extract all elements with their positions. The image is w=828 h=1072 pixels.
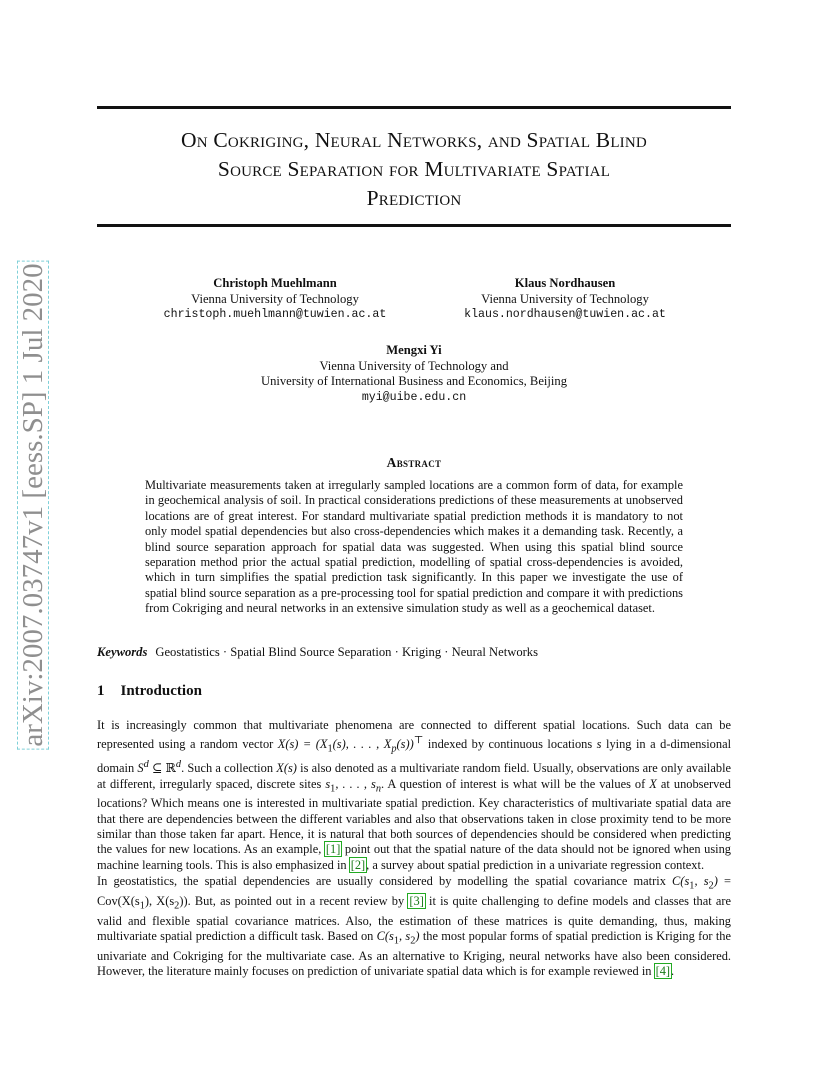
abstract-text: Multivariate measurements taken at irregularly sampled locations are a common form of data, for example in geochemical analysis of soil. In practical considerations predictions of these measurements at unobserved locations are of great interest. For standard multivariate spatial prediction methods it is mandatory to not only model spatial dependencies but also cross-dependencies which makes it a demanding task. Recently, a blind source separation approach for spatial data was suggested. When using this spatial blind source separation method prior the actual spatial prediction, modelling of spatial cross-dependencies is avoided, which in turn simplifies the spatial prediction task significantly. In this paper we investigate the use of spatial blind source separation as a pre-processing tool for spatial prediction and compare it with predictions from Cokriging and neural networks in an extensive simulation study as well as a geochemical dataset. bbox=[145, 478, 683, 616]
arxiv-margin bbox=[0, 0, 64, 1072]
title-line-1: On Cokriging, Neural Networks, and Spatial Blind bbox=[181, 128, 647, 152]
author-block-1 bbox=[140, 276, 410, 323]
citation-link[interactable]: [3] bbox=[409, 893, 424, 908]
keywords-label: Keywords bbox=[97, 645, 148, 659]
author-affiliation: University of International Business and Economics, Beijing bbox=[260, 374, 568, 388]
author-email[interactable]: myi@uibe.edu.cn bbox=[361, 390, 467, 404]
author-name: Klaus Nordhausen bbox=[514, 276, 616, 290]
citation-link[interactable]: [1] bbox=[325, 842, 341, 857]
keywords-list: Geostatistics · Spatial Blind Source Separation · Kriging · Neural Networks bbox=[155, 645, 539, 659]
title-line-2: Source Separation for Multivariate Spatial bbox=[217, 157, 611, 181]
author-affiliation: Vienna University of Technology bbox=[481, 291, 649, 306]
author-email[interactable]: klaus.nordhausen@tuwien.ac.at bbox=[464, 308, 666, 321]
title-line-3: Prediction bbox=[366, 186, 462, 210]
section-title: Introduction bbox=[120, 683, 202, 699]
author-email[interactable]: christoph.muehlmann@tuwien.ac.at bbox=[163, 308, 387, 321]
section-number: 1 bbox=[97, 683, 105, 699]
keywords bbox=[97, 645, 538, 660]
author-affiliation: Vienna University of Technology and bbox=[319, 358, 509, 373]
citation-link[interactable]: [4] bbox=[655, 963, 671, 978]
abstract-heading: Abstract bbox=[386, 455, 442, 470]
intro-paragraph-2: In geostatistics, the spatial dependencies are usually considered by modelling the spatial covariance matrix $C(s_1$, $s_2) = Cov(X(s_1)$, $X(s_2)$). But, as pointed out in a recent review by [3] it is quite challenging to define models and classes that are valid and flexible spatial covariance matrices. Also, the estimation of these matrices is quite demanding, thus, making multivariate spatial prediction a difficult task. Based on $C(s_1$, $s_2$) the most popular forms of spatial prediction is Kriging for the univariate and Cokriging for the multivariate case. As an alternative to Kriging, neural networks have also been considered. However, the literature mainly focuses on prediction of univariate spatial data which is for example reviewed in [4]. bbox=[97, 874, 731, 978]
title-top-rule bbox=[97, 106, 731, 109]
author-name: Christoph Muehlmann bbox=[213, 276, 337, 290]
citation-link[interactable]: [2] bbox=[350, 857, 366, 872]
intro-paragraph-1: It is increasingly common that multivariate phenomena are connected to different spatial locations. Such data can be represented using a random vector $X(s) = (X_1(s)$, . . . , $X_p(s))^⊤$ indexed by continuous locations s lying in a d-dimensional domain $S^d$ ⊆ ℝ$^d$. Such a collection X(s) is also denoted as a multivariate random field. Usually, observations are only available at different, irregularly spaced, discrete sites $s_1$, . . . , $s_n$. A question of interest is what will be the values of X at unobserved locations? Which means one is interested in multivariate spatial prediction. Key characteristics of multivariate spatial data are that there are dependencies between the different variables and also that observations taken in close proximity tend to be more similar than those taken far apart. Hence, it is natural that both sources of dependencies should be considered when predicting the values for new locations. As an example, [1] point out that the spatial nature of the data should not be ignored when using machine learning tools. This is also emphasized in [2], a survey about spatial prediction in a univariate regression context. bbox=[97, 718, 732, 872]
author-block-2 bbox=[430, 276, 700, 323]
arxiv-stamp[interactable]: arXiv:2007.03747v1 [eess.SP] 1 Jul 2020 bbox=[17, 260, 49, 749]
author-affiliation: Vienna University of Technology bbox=[191, 291, 359, 306]
title-bottom-rule bbox=[97, 224, 731, 227]
author-block-3 bbox=[214, 343, 614, 405]
section-heading bbox=[97, 683, 202, 700]
author-name: Mengxi Yi bbox=[386, 343, 442, 357]
paper-title bbox=[97, 126, 731, 213]
